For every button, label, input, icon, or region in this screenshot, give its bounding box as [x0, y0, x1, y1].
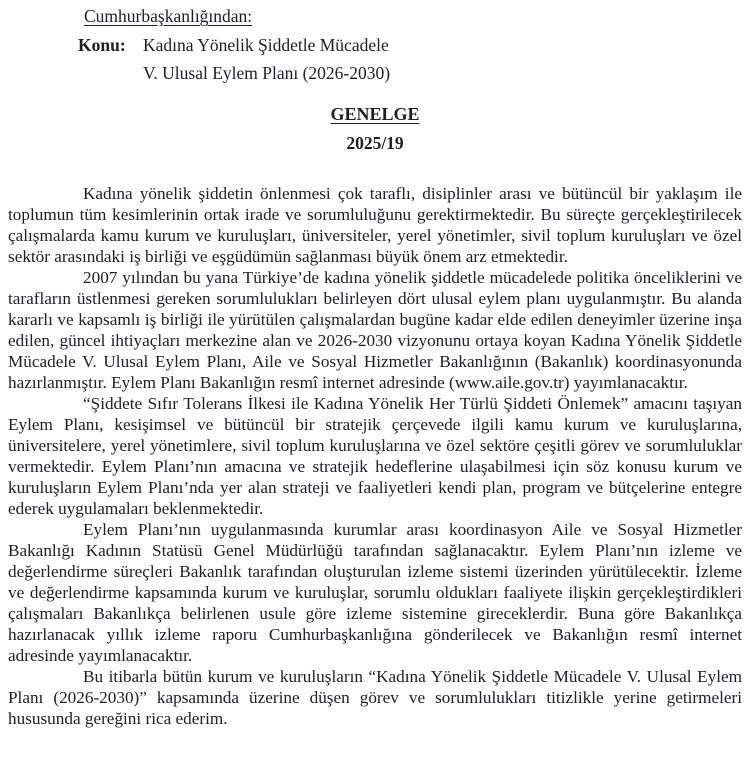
subject-line-1: Kadına Yönelik Şiddetle Mücadele	[143, 35, 389, 55]
subject-lines	[143, 31, 750, 87]
paragraph-4: Eylem Planı’nın uygulanmasında kurumlar arası koordinasyon Aile ve Sosyal Hizmetler Bakanlığı Kadının Statüsü Genel Müdürlüğü tarafından sağlanacaktır. Eylem Planı’nın izleme ve değerlendirme süreçleri Bakanlık tarafından oluşturulan izleme sistemi üzerinden yürütülecektir. İzleme ve değerlendirme kapsamında kurum ve kuruluşlar, sorumlu oldukları faaliyete ilişkin gerçekleştirdikleri çalışmaları Bakanlıkça belirlenen usule göre izleme sistemine gireceklerdir. Buna göre Bakanlıkça hazırlanacak yıllık izleme raporu Cumhurbaşkanlığına gönderilecek ve Bakanlığın resmî internet adresinde yayımlanacaktır.	[8, 520, 742, 665]
document-title-text: GENELGE	[330, 104, 420, 124]
document-title	[0, 103, 750, 125]
paragraph-2: 2007 yılından bu yana Türkiye’de kadına yönelik şiddetle mücadelede politika önceliklerini ve tarafların üstlenmesi gereken sorumlulukları belirleyen dört ulusal eylem planı uygulanmıştır. Bu alanda kararlı ve kapsamlı iş birliği ile yürütülen çalışmalardan bugüne kadar elde edilen deneyimler üzerine inşa edilen, güncel ihtiyaçları merkezine alan ve 2026-2030 vizyonunu ortaya koyan Kadına Yönelik Şiddetle Mücadele V. Ulusal Eylem Planı, Aile ve Sosyal Hizmetler Bakanlığının (Bakanlık) koordinasyonunda hazırlanmıştır. Eylem Planı Bakanlığın resmî internet adresinde (www.aile.gov.tr) yayımlanacaktır.	[8, 268, 742, 392]
paragraph-1: Kadına yönelik şiddetin önlenmesi çok taraflı, disiplinler arası ve bütüncül bir yaklaşım ile toplumun tüm kesimlerinin ortak irade ve sorumluluğunu gerektirmektedir. Bu süreçte gerçekleştirilecek çalışmalarda kamu kurum ve kuruluşları, üniversiteler, yerel yönetimler, sivil toplum kuruluşları ve özel sektör arasındaki iş birliği ve eşgüdümün sağlanması büyük önem arz etmektedir.	[8, 184, 742, 266]
subject-row	[78, 31, 750, 87]
paragraph-5: Bu itibarla bütün kurum ve kuruluşların “Kadına Yönelik Şiddetle Mücadele V. Ulusal Eylem Planı (2026-2030)” kapsamında üzerine düşen görev ve sorumlulukları titizlikle yerine getirmeleri hususunda gereğini rica ederim.	[8, 667, 742, 728]
paragraph-3: “Şiddete Sıfır Tolerans İlkesi ile Kadına Yönelik Her Türlü Şiddeti Önlemek” amacını taşıyan Eylem Planı, kesişimsel ve bütüncül bir stratejik çerçevede ilgili kamu kurum ve kuruluşlarına, üniversitelere, yerel yönetimlere, sivil toplum kuruluşlarına ve özel sektöre çeşitli görev ve sorumluluklar vermektedir. Eylem Planı’nın amacına ve stratejik hedeflerine ulaşabilmesi için söz konusu kurum ve kuruluşların Eylem Planı’nda yer alan strateji ve faaliyetleri kendi plan, program ve bütçelerine entegre ederek uygulamaları beklenmektedir.	[8, 394, 742, 518]
issuer-line	[84, 3, 750, 29]
subject-label: Konu:	[78, 35, 126, 55]
document-body	[0, 183, 750, 729]
document-number: 2025/19	[346, 133, 404, 153]
issuer-text: Cumhurbaşkanlığından:	[84, 6, 253, 26]
subject-line-2: V. Ulusal Eylem Planı (2026-2030)	[143, 63, 391, 83]
document-header	[0, 0, 750, 154]
